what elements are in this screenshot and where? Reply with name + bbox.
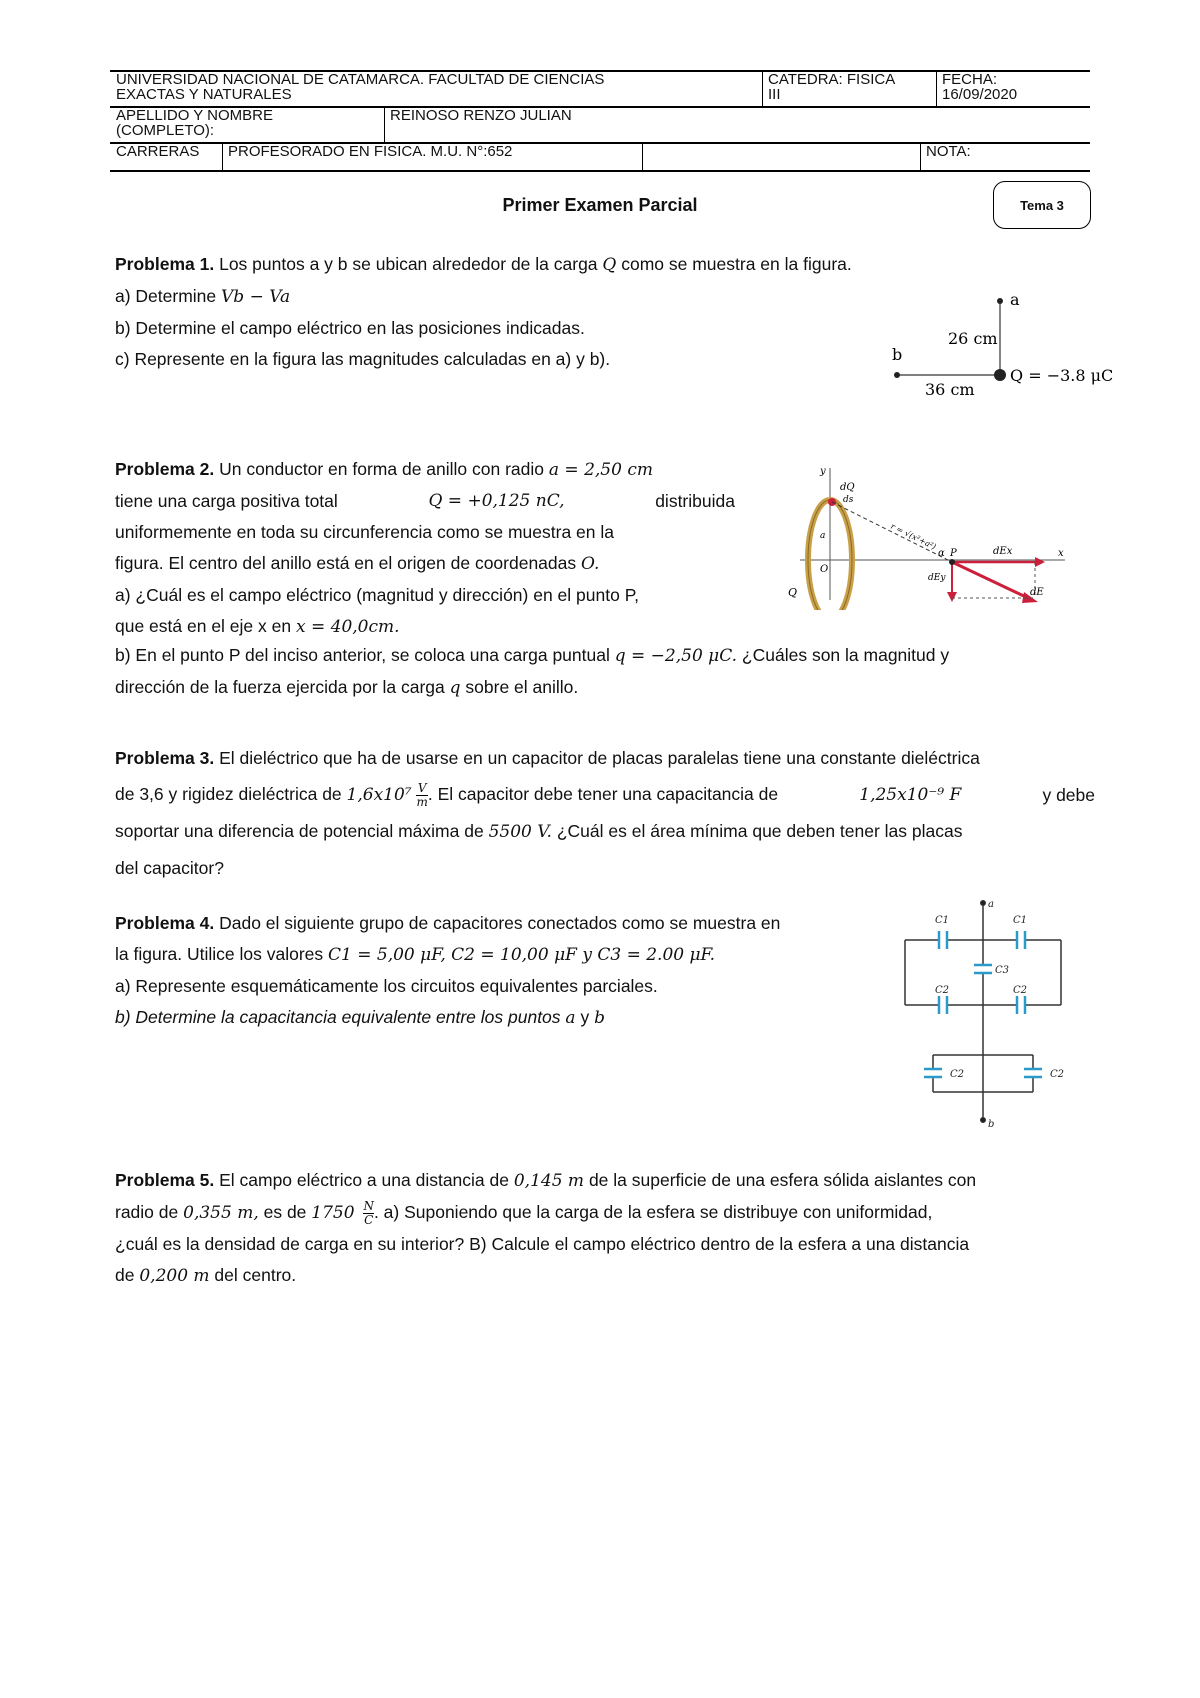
problem-2-l2: tiene una carga positiva total [115, 491, 338, 511]
problem-2 [115, 454, 735, 643]
problem-3-l1: El dieléctrico que ha de usarse en un capacitor de placas paralelas tiene una constante dieléctrica [219, 748, 980, 768]
problem-2-radius: a = 2,50 cm [548, 460, 653, 480]
problem-3-label: Problema 3. [115, 748, 215, 768]
label-dEy: dEy [928, 573, 946, 583]
student-name: REINOSO RENZO JULIAN [390, 107, 572, 124]
label-26cm: 26 cm [948, 329, 998, 348]
problem-1-label: Problema 1. [115, 254, 215, 274]
carreras-label: CARRERAS [116, 143, 200, 160]
label-c2-right: C2 [1013, 985, 1028, 996]
point-a [997, 298, 1003, 304]
frac-num-n: N [363, 1198, 374, 1213]
apellido-line1: APELLIDO Y NOMBRE [116, 107, 274, 124]
problem-3-l3b: ¿Cuál es el área mínima que deben tener las placas [556, 821, 963, 841]
problem-4-and: y [580, 1007, 590, 1027]
problem-5-l1: El campo eléctrico a una distancia de [219, 1170, 509, 1190]
problem-1-figure [880, 290, 1120, 400]
problem-3-l4: del capacitor? [115, 858, 224, 878]
label-c3: C3 [995, 965, 1010, 976]
problem-4-l1: Dado el siguiente grupo de capacitores conectados como se muestra en [219, 913, 781, 933]
problem-1c: c) Represente en la figura las magnitudes calculadas en a) y b). [115, 349, 611, 369]
apellido-line2: (COMPLETO): [116, 122, 215, 139]
problem-5-label: Problema 5. [115, 1170, 215, 1190]
problem-1a-text: a) Determine [115, 286, 217, 306]
problem-2-l2b: distribuida [655, 491, 735, 511]
tema-box: Tema 3 [993, 181, 1091, 229]
problem-4-point-a: a [565, 1008, 576, 1028]
problem-2-l3: uniformemente en toda su circunferencia como se muestra en la [115, 522, 615, 542]
problem-2b-text2: ¿Cuáles son la magnitud y [741, 645, 950, 665]
nota-label: NOTA: [926, 143, 971, 160]
problem-4-values: C1 = 5,00 μF, C2 = 10,00 μF y C3 = 2.00 μF. [328, 945, 716, 965]
university-line1: UNIVERSIDAD NACIONAL DE CATAMARCA. FACULTAD DE CIENCIAS [116, 71, 605, 88]
problem-2-l6: que está en el eje x en [115, 616, 292, 636]
label-b: b [892, 345, 903, 364]
unit-fraction-nc [363, 1200, 374, 1227]
dEy-arrowhead [947, 592, 957, 602]
problem-2-l4: figura. El centro del anillo está en el origen de coordenadas [115, 553, 577, 573]
label-a: a [1010, 290, 1020, 309]
problem-3 [115, 740, 1095, 886]
university-cell [110, 72, 756, 102]
problem-5-l4b: del centro. [214, 1265, 297, 1285]
dEx-arrowhead [1035, 557, 1045, 567]
charge-q [994, 369, 1006, 381]
label-c2-br: C2 [1050, 1069, 1065, 1080]
problem-2b-text: b) En el punto P del inciso anterior, se coloca una carga puntual [115, 645, 610, 665]
problem-2-figure [780, 460, 1070, 610]
problem-5 [115, 1165, 1095, 1292]
university-line2: EXACTAS Y NATURALES [116, 86, 292, 103]
problem-4-l2: la figura. Utilice los valores [115, 944, 324, 964]
label-O: O [820, 564, 829, 575]
catedra-cell [762, 72, 895, 102]
problem-4 [115, 908, 895, 1034]
problem-2-x: x = 40,0cm. [295, 617, 400, 637]
problem-3-l3: soportar una diferencia de potencial máxima de [115, 821, 484, 841]
label-x: x [1058, 548, 1064, 559]
problem-5-l1b: de la superficie de una esfera sólida aislantes con [588, 1170, 977, 1190]
label-c1-left: C1 [935, 915, 950, 926]
label-36cm: 36 cm [925, 380, 975, 399]
problem-1-text-end: como se muestra en la figura. [621, 254, 852, 274]
label-P: P [950, 548, 957, 559]
problem-2b-l2b: sobre el anillo. [465, 677, 579, 697]
problem-2b-l2: dirección de la fuerza ejercida por la carga [115, 677, 445, 697]
problem-5-l2b: es de [263, 1202, 307, 1222]
carreras-value: PROFESORADO EN FISICA. M.U. N°:652 [228, 143, 513, 160]
label-terminal-a: a [988, 899, 994, 910]
header-table [110, 70, 1090, 172]
problem-5-l2: radio de [115, 1202, 179, 1222]
point-P [949, 559, 955, 565]
problem-2-origin: O. [581, 554, 600, 574]
problem-5-radius: 0,355 m, [183, 1203, 259, 1223]
problem-4b: b) Determine la capacitancia equivalente entre los puntos [115, 1007, 561, 1027]
exam-title: Primer Examen Parcial [502, 195, 698, 215]
label-alpha: α [938, 548, 945, 559]
problem-3-capacitance: 1,25x10⁻⁹ F [859, 784, 962, 805]
problem-5-field: 1750 [311, 1203, 355, 1223]
frac-den-m: m [416, 794, 428, 809]
terminal-b [981, 1118, 986, 1123]
label-r: r = √(x²+a²) [889, 521, 938, 552]
frac-num-v: V [417, 780, 427, 795]
label-c2-left: C2 [935, 985, 950, 996]
problem-1 [115, 249, 995, 375]
label-c1-right: C1 [1013, 915, 1028, 926]
terminal-a [981, 901, 986, 906]
problem-1b: b) Determine el campo eléctrico en las posiciones indicadas. [115, 318, 585, 338]
point-b [894, 372, 900, 378]
apellido-cell [110, 108, 273, 138]
catedra-line1: CATEDRA: FISICA [768, 71, 896, 88]
problem-5-l4: de [115, 1265, 135, 1285]
label-c2-bl: C2 [950, 1069, 965, 1080]
problem-1-text: Los puntos a y b se ubican alrededor de la carga [219, 254, 598, 274]
label-ds: ds [843, 495, 854, 505]
label-charge: Q = −3.8 μC [1010, 366, 1114, 385]
label-y: y [820, 466, 826, 477]
label-a-radius: a [820, 531, 826, 541]
problem-5-distance: 0,145 m [513, 1171, 585, 1191]
header-row-2 [110, 106, 1090, 142]
problem-5-l2c: . a) Suponiendo que la carga de la esfera se distribuye con uniformidad, [373, 1202, 933, 1222]
dE-arrow [952, 562, 1028, 598]
label-terminal-b: b [988, 1119, 995, 1130]
catedra-line2: III [768, 86, 781, 103]
problem-2-l1: Un conductor en forma de anillo con radio [219, 459, 545, 479]
fecha-label: FECHA: [942, 71, 998, 88]
label-Q: Q [788, 586, 798, 599]
problem-2b-q2: q [449, 678, 461, 698]
problem-3-l2c: y debe [1042, 784, 1095, 805]
header-row-1 [110, 70, 1090, 106]
fecha-value: 16/09/2020 [942, 86, 1018, 103]
problem-2-charge: Q = +0,125 nC, [428, 491, 565, 511]
label-dQ: dQ [840, 482, 855, 493]
problem-5-inner-distance: 0,200 m [139, 1266, 210, 1286]
problem-3-l2b: . El capacitor debe tener una capacitancia de [427, 784, 779, 804]
problem-4a: a) Represente esquemáticamente los circuitos equivalentes parciales. [115, 976, 658, 996]
problem-2a: a) ¿Cuál es el campo eléctrico (magnitud y dirección) en el punto P, [115, 585, 639, 605]
fecha-cell [936, 72, 1017, 102]
label-dE: dE [1030, 587, 1044, 598]
problem-3-l2: de 3,6 y rigidez dieléctrica de [115, 784, 342, 804]
problem-4-point-b: b [594, 1008, 605, 1028]
problem-5-l3: ¿cuál es la densidad de carga en su interior? B) Calcule el campo eléctrico dentro de la esfera a una distancia [115, 1234, 970, 1254]
problem-4-label: Problema 4. [115, 913, 215, 933]
header-row-3 [110, 142, 1090, 172]
problem-2b-q: q = −2,50 μC. [614, 646, 738, 666]
frac-den-c: C [364, 1212, 374, 1227]
unit-fraction-vm [416, 782, 427, 809]
problem-3-voltage: 5500 V. [488, 822, 552, 842]
problem-3-rigidity: 1,6x10⁷ [346, 785, 412, 805]
problem-4-circuit [895, 895, 1070, 1130]
problem-1-q: Q [602, 255, 617, 275]
problem-2b [115, 640, 1095, 704]
problem-1a-math: Vb − Va [221, 287, 291, 307]
label-dEx: dEx [993, 546, 1013, 557]
problem-2-label: Problema 2. [115, 459, 215, 479]
